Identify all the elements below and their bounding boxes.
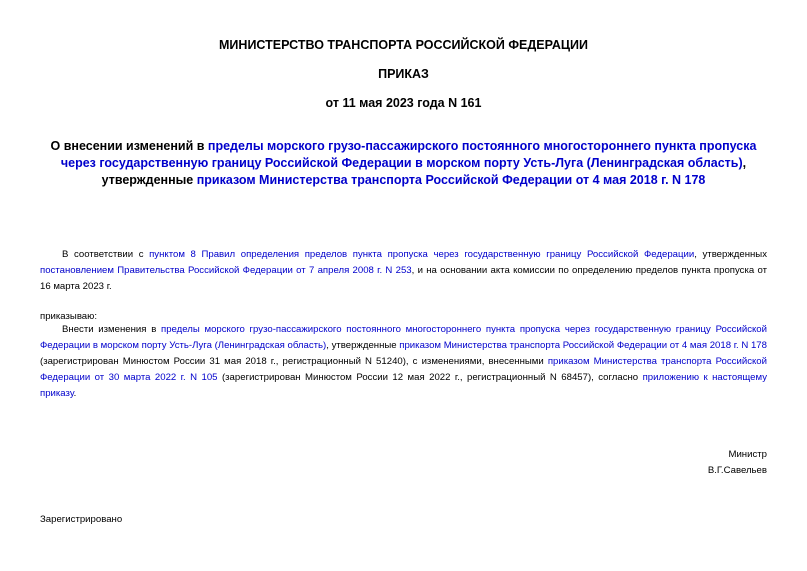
changes-text-4: (зарегистрирован Минюстом России 12 мая 2022 г., регистрационный N 68457), согласно <box>217 372 643 383</box>
registered-label: Зарегистрировано <box>40 514 123 525</box>
paragraph-changes <box>40 322 767 402</box>
basis-text-1: В соответствии с <box>62 249 150 260</box>
basis-text-2: , утвержденных <box>694 249 767 260</box>
signature-name: В.Г.Савельев <box>707 465 767 476</box>
signature-position: Министр <box>728 449 767 460</box>
changes-text-2: , утвержденные <box>326 340 400 351</box>
title-link-limits[interactable]: пределы морского грузо-пассажирского постоянного многостороннего пункта пропуска через государственную границу Российской Федерации в морском порту Усть-Луга (Ленинградская область) <box>60 139 757 170</box>
link-government-resolution-253[interactable]: постановлением Правительства Российской Федерации от 7 апреля 2008 г. N 253 <box>40 265 412 276</box>
paragraph-basis <box>40 247 767 295</box>
date-number-heading: от 11 мая 2023 года N 161 <box>325 96 482 110</box>
order-word: приказываю: <box>40 311 98 322</box>
link-order-178[interactable]: приказом Министерства транспорта Российской Федерации от 4 мая 2018 г. N 178 <box>399 340 767 351</box>
link-rules-point-8[interactable]: пунктом 8 Правил определения пределов пункта пропуска через государственную границу Российской Федерации <box>149 249 695 260</box>
link-limits[interactable]: пределы морского грузо-пассажирского постоянного многостороннего пункта пропуска через государственную границу Российской Федерации в морском порту Усть-Луга (Ленинградская область) <box>40 324 767 351</box>
title-text-2: , утвержденные <box>101 156 747 187</box>
changes-text-5: . <box>73 388 77 399</box>
title-text-1: О внесении изменений в <box>50 139 208 153</box>
title-link-order-178[interactable]: приказом Министерства транспорта Российской Федерации от 4 мая 2018 г. N 178 <box>196 173 706 187</box>
changes-text-1: Внести изменения в <box>62 324 162 335</box>
basis-text-3: , и на основании акта комиссии по определению пределов пункта пропуска от 16 марта 2023 г. <box>40 265 767 292</box>
changes-text-3: (зарегистрирован Минюстом России 31 мая 2018 г., регистрационный N 51240), с изменениями, внесенными <box>40 356 548 367</box>
document-title <box>40 138 767 189</box>
ministry-heading: МИНИСТЕРСТВО ТРАНСПОРТА РОССИЙСКОЙ ФЕДЕРАЦИИ <box>219 38 588 52</box>
link-appendix[interactable]: приложению к настоящему приказу <box>40 372 767 399</box>
link-order-105[interactable]: приказом Министерства транспорта Российской Федерации от 30 марта 2022 г. N 105 <box>40 356 767 383</box>
doc-type-heading: ПРИКАЗ <box>378 67 429 81</box>
